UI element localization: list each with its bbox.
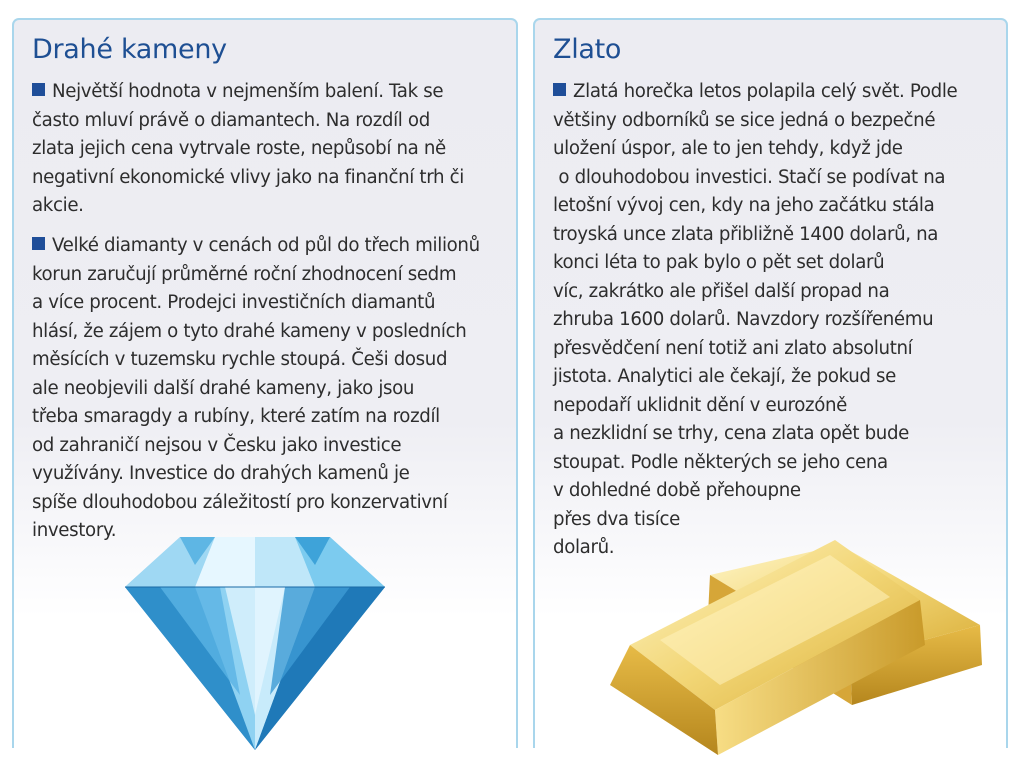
- text-line-content: dolarů.: [553, 537, 615, 558]
- text-line: [553, 363, 1003, 392]
- text-line-content: často mluví právě o diamantech. Na rozdíl od: [32, 109, 430, 131]
- text-line: [553, 306, 1003, 335]
- text-line: [553, 135, 1003, 164]
- paragraph-1-precious-stones: [32, 78, 512, 221]
- text-line: [553, 278, 1003, 307]
- text-line-content: jistota. Analytici ale čekají, že pokud se: [553, 366, 896, 387]
- text-line-content: většiny odborníků se sice jedná o bezpečné: [553, 109, 936, 131]
- text-line-content: negativní ekonomické vlivy jako na finanční trh či: [32, 166, 464, 188]
- text-line-content: o dlouhodobou investici. Stačí se podívat na: [553, 166, 946, 188]
- diamond-illustration: [120, 525, 390, 755]
- text-line: [553, 221, 1003, 250]
- text-line-content: a nezklidní se trhy, cena zlata opět bude: [553, 423, 909, 444]
- text-line: [32, 489, 517, 518]
- text-line: [32, 432, 517, 461]
- paragraph-1-gold: [553, 78, 1003, 563]
- text-line-content: nepodaří uklidnit dění v eurozóně: [553, 394, 847, 416]
- text-line-content: ale neobjevili další drahé kameny, jako jsou: [32, 377, 415, 399]
- text-line-content: měsících v tuzemsku rychle stoupá. Češi dosud: [32, 349, 448, 370]
- text-line-content: konci léta to pak bylo o pět set dolarů: [553, 252, 885, 273]
- text-line: [32, 192, 512, 221]
- text-line-content: víc, zakrátko ale přišel další propad na: [553, 280, 890, 302]
- text-line: [32, 403, 517, 432]
- text-line: [553, 420, 1003, 449]
- text-line-content: využívány. Investice do drahých kamenů je: [32, 463, 410, 484]
- text-line-content: stoupat. Podle některých se jeho cena: [553, 451, 888, 473]
- text-line-content: přesvědčení není totiž ani zlato absolutní: [553, 337, 913, 359]
- text-line: [32, 346, 517, 375]
- text-line-content: spíše dlouhodobou záležitostí pro konzervativní: [32, 491, 448, 513]
- text-line: [32, 460, 517, 489]
- text-line: [32, 107, 512, 136]
- panel-title-gold: Zlato: [553, 34, 622, 65]
- text-line-content: akcie.: [32, 195, 84, 216]
- text-line: [32, 261, 517, 290]
- text-line: [553, 477, 1003, 506]
- text-line-content: troyská unce zlata přibližně 1400 dolarů, na: [553, 223, 939, 245]
- text-line: [32, 289, 517, 318]
- text-line-content: hlásí, že zájem o tyto drahé kameny v posledních: [32, 320, 467, 342]
- text-line: [32, 318, 517, 347]
- text-line: [553, 78, 1003, 107]
- text-line: [553, 249, 1003, 278]
- bullet-square-icon: [553, 83, 566, 96]
- gold-bars-illustration: [590, 515, 1010, 765]
- text-line-content: zlata jejich cena vytrvale roste, nepůsobí na ně: [32, 138, 446, 159]
- text-line: [553, 392, 1003, 421]
- text-line-content: Velké diamanty v cenách od půl do třech milionů: [52, 235, 480, 256]
- bullet-square-icon: [32, 83, 45, 96]
- text-line-content: Zlatá horečka letos polapila celý svět. Podle: [573, 81, 958, 102]
- bullet-square-icon: [32, 237, 45, 250]
- text-line-content: přes dva tisíce: [553, 508, 680, 530]
- text-line-content: letošní vývoj cen, kdy na jeho začátku stála: [553, 195, 935, 216]
- text-line-content: investory.: [32, 520, 117, 541]
- text-line-content: korun zaručují průměrné roční zhodnocení sedm: [32, 263, 457, 285]
- text-line-content: uložení úspor, ale to jen tehdy, když jde: [553, 138, 903, 159]
- text-line: [553, 192, 1003, 221]
- panel-title-precious-stones: Drahé kameny: [32, 34, 227, 65]
- paragraph-2-precious-stones: [32, 232, 517, 546]
- text-line: [553, 107, 1003, 136]
- text-line-content: od zahraničí nejsou v Česku jako investice: [32, 434, 402, 456]
- text-line: [553, 164, 1003, 193]
- text-line-content: zhruba 1600 dolarů. Navzdory rozšířenému: [553, 309, 934, 330]
- text-line: [32, 164, 512, 193]
- text-line: [32, 78, 512, 107]
- text-line: [32, 232, 517, 261]
- text-line-content: Největší hodnota v nejmenším balení. Tak se: [52, 81, 444, 102]
- text-line: [32, 135, 512, 164]
- text-line: [553, 449, 1003, 478]
- text-line: [553, 335, 1003, 364]
- text-line: [32, 375, 517, 404]
- text-line-content: a více procent. Prodejci investičních diamantů: [32, 292, 436, 313]
- text-line-content: třeba smaragdy a rubíny, které zatím na rozdíl: [32, 406, 440, 427]
- text-line-content: v dohledné době přehoupne: [553, 480, 801, 501]
